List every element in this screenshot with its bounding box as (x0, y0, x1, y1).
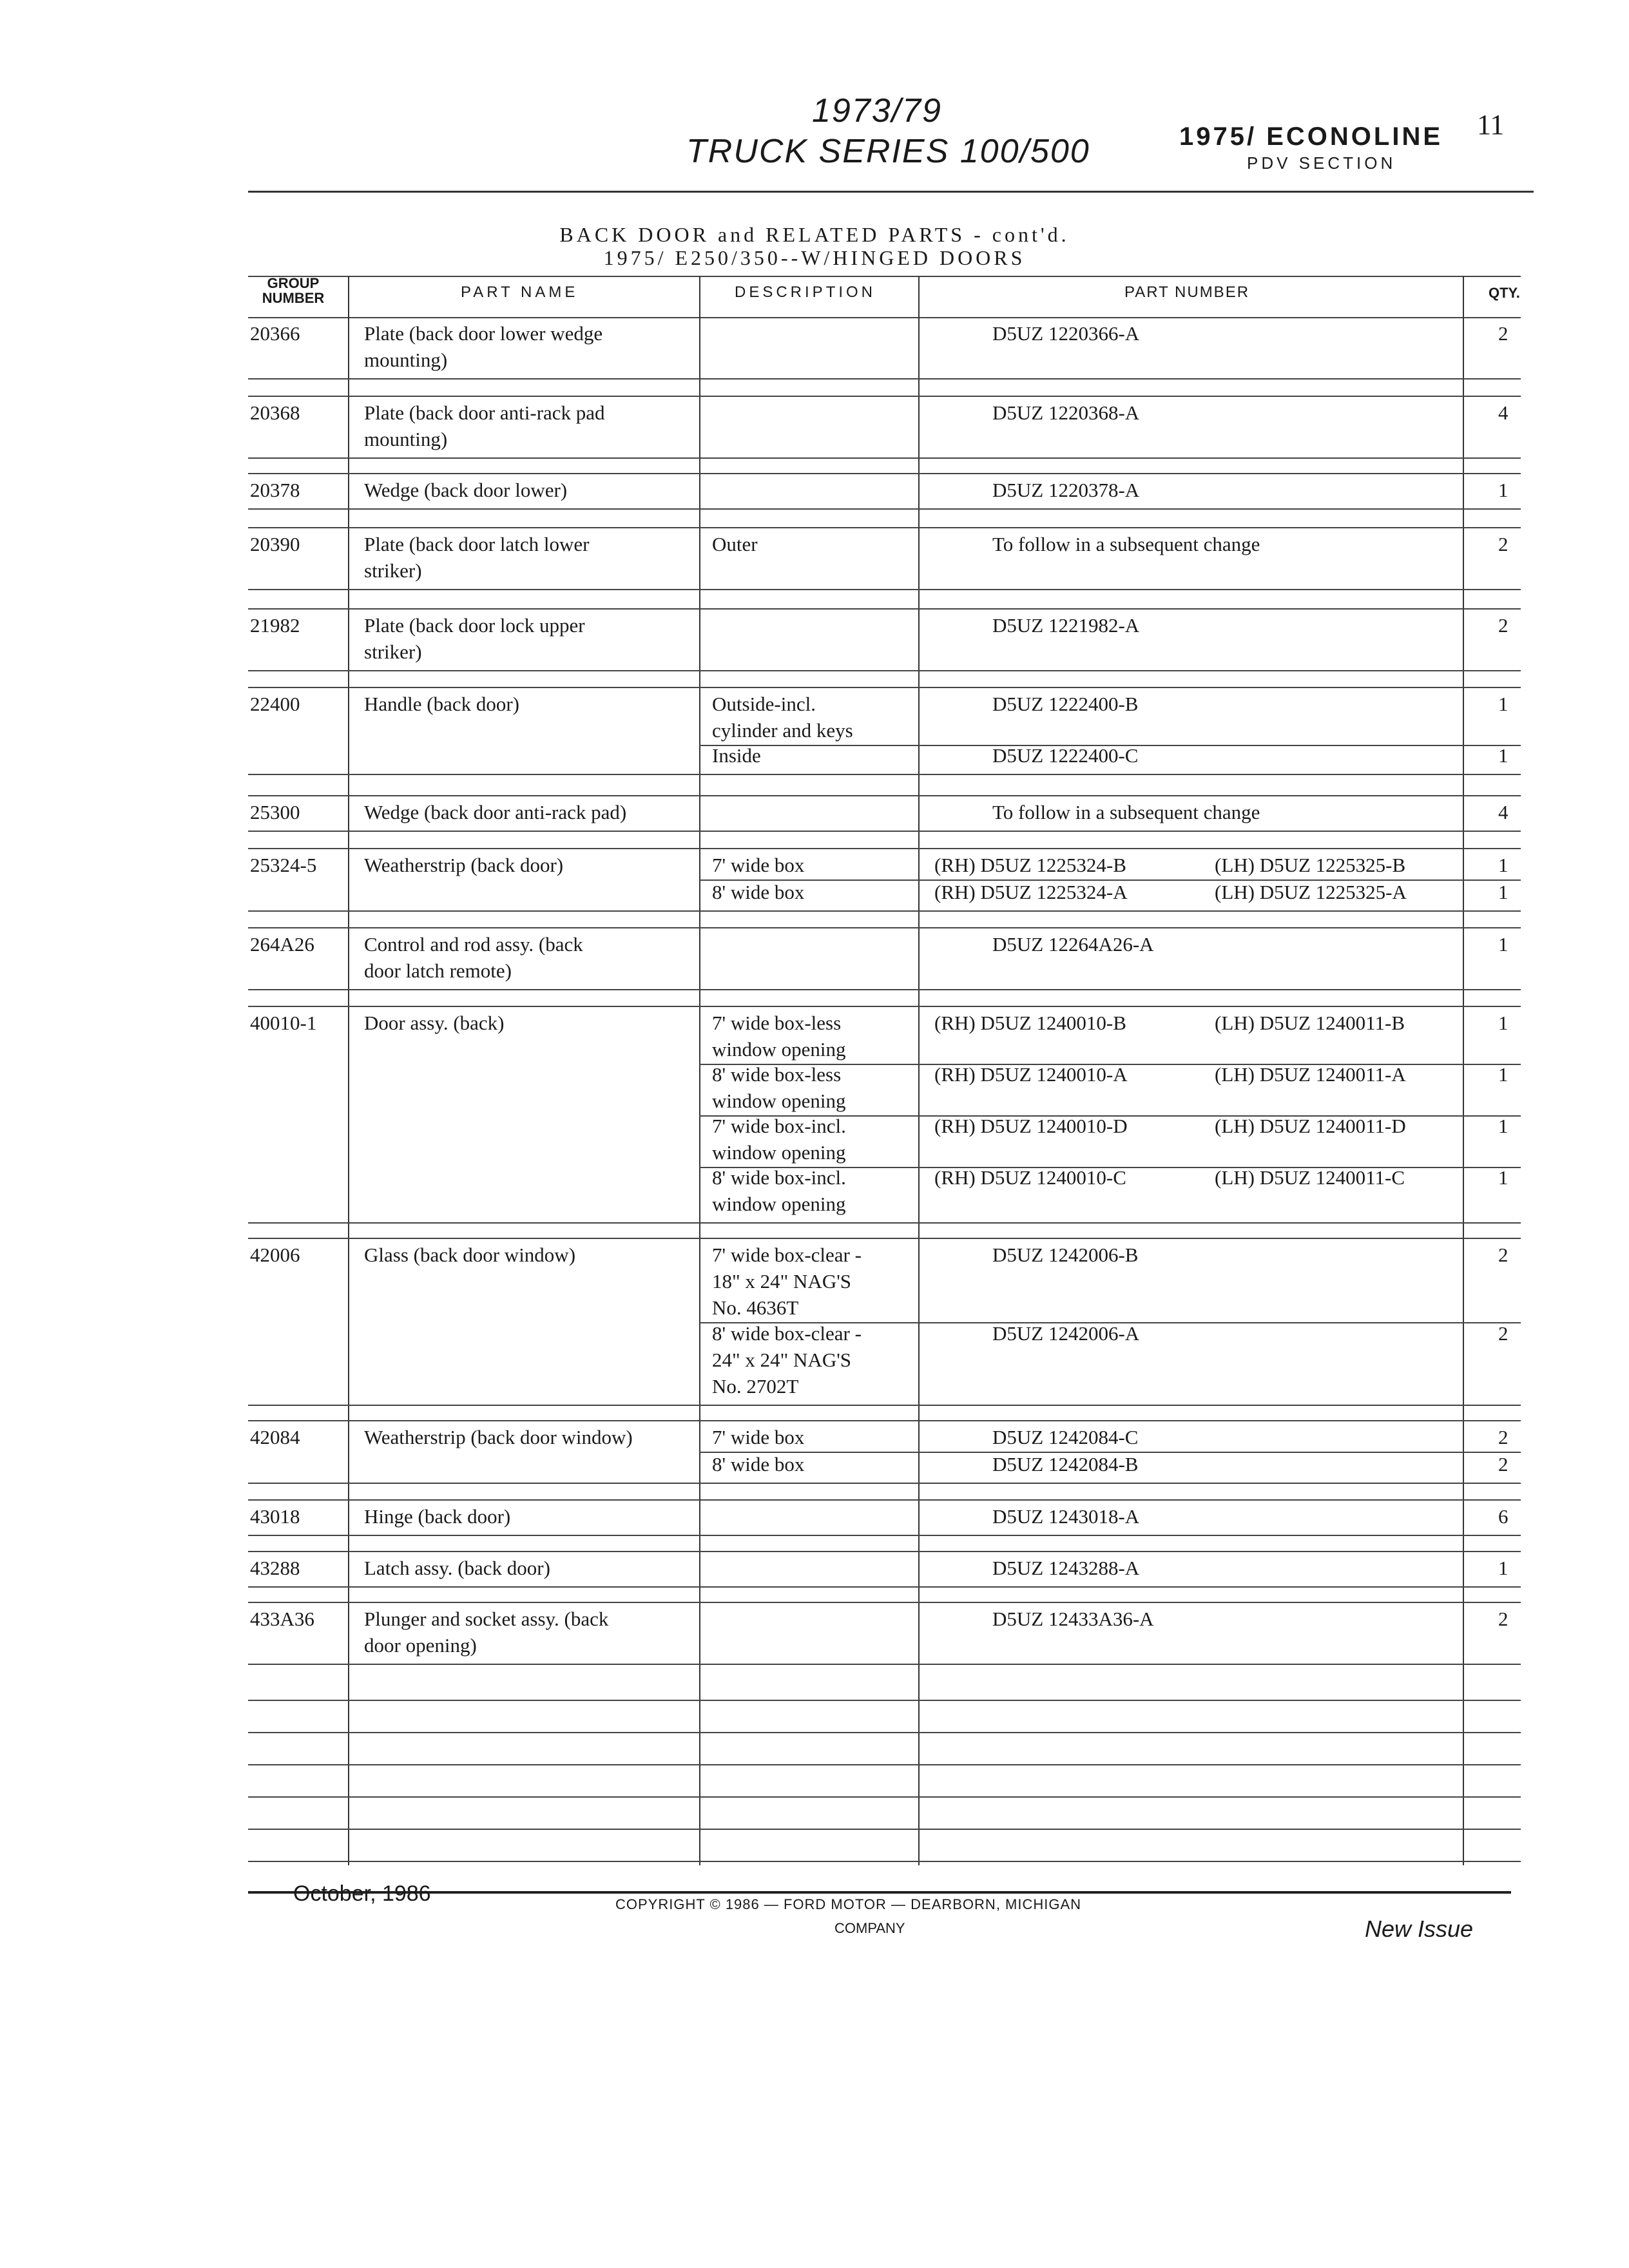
row-top-rule (248, 1602, 1521, 1603)
description: Inside (712, 744, 761, 767)
description: 7' wide box-incl. (712, 1115, 846, 1137)
part-name: Wedge (back door anti-rack pad) (364, 801, 627, 823)
quantity: 1 (1498, 1557, 1509, 1579)
blank-row-rule (248, 1829, 1521, 1830)
description: 8' wide box-incl. (712, 1166, 846, 1189)
row-top-rule (248, 795, 1521, 796)
row-top-rule (248, 1420, 1521, 1421)
column-divider (348, 276, 349, 1865)
column-header-qty: QTY. (1489, 285, 1520, 301)
part-number-rh: (RH) D5UZ 1225324-A (934, 881, 1128, 903)
group-number: 20378 (250, 479, 300, 501)
row-top-rule (248, 1238, 1521, 1239)
part-name: striker) (364, 640, 422, 663)
part-number-lh: (LH) D5UZ 1240011-A (1215, 1063, 1406, 1086)
part-name: Plate (back door anti-rack pad (364, 401, 605, 424)
group-number: 433A36 (250, 1608, 314, 1630)
group-number: 40010-1 (250, 1012, 317, 1034)
part-name: Plate (back door latch lower (364, 533, 590, 555)
part-number: D5UZ 1220366-A (992, 322, 1140, 345)
row-divider (248, 774, 1521, 775)
group-number: 25300 (250, 801, 300, 823)
quantity: 1 (1498, 1063, 1509, 1086)
row-divider (248, 1664, 1521, 1665)
part-number: D5UZ 12433A36-A (992, 1608, 1154, 1630)
description: window opening (712, 1090, 846, 1112)
part-name: mounting) (364, 349, 448, 371)
group-number: 20366 (250, 322, 300, 345)
description: 8' wide box-less (712, 1063, 842, 1086)
description: 7' wide box (712, 1426, 805, 1448)
quantity: 1 (1498, 933, 1509, 956)
part-number: D5UZ 1242084-B (992, 1453, 1139, 1475)
part-name: Plate (back door lock upper (364, 614, 585, 637)
part-number: D5UZ 1243288-A (992, 1557, 1140, 1579)
part-number: D5UZ 1222400-B (992, 693, 1139, 715)
row-top-rule (248, 608, 1521, 610)
part-name: Wedge (back door lower) (364, 479, 568, 501)
quantity: 4 (1498, 401, 1509, 424)
title-series: TRUCK SERIES 100/500 (686, 133, 1090, 170)
blank-row-rule (248, 1861, 1521, 1862)
page-number: 11 (1477, 109, 1505, 140)
part-number: To follow in a subsequent change (992, 533, 1260, 555)
part-name: Weatherstrip (back door window) (364, 1426, 633, 1448)
part-name: Glass (back door window) (364, 1244, 576, 1266)
row-divider (248, 1405, 1521, 1406)
group-number: 43018 (250, 1505, 300, 1528)
part-name: Plate (back door lower wedge (364, 322, 603, 345)
row-top-rule (248, 848, 1521, 849)
row-divider (248, 831, 1521, 832)
row-divider (248, 989, 1521, 990)
column-divider (918, 276, 920, 1865)
row-divider (248, 589, 1521, 590)
part-number: D5UZ 1243018-A (992, 1505, 1140, 1528)
row-divider (248, 910, 1521, 912)
row-top-rule (248, 1499, 1521, 1501)
part-number: D5UZ 12264A26-A (992, 933, 1154, 956)
description: 7' wide box-clear - (712, 1244, 862, 1266)
description: 7' wide box (712, 854, 805, 876)
description: No. 2702T (712, 1375, 799, 1398)
quantity: 1 (1498, 1012, 1509, 1034)
group-number: 42006 (250, 1244, 300, 1266)
quantity: 2 (1498, 1322, 1509, 1345)
row-top-rule (248, 1006, 1521, 1007)
quantity: 1 (1498, 744, 1509, 767)
part-number-lh: (LH) D5UZ 1225325-B (1215, 854, 1406, 876)
part-number: D5UZ 1242084-C (992, 1426, 1139, 1448)
part-name: door opening) (364, 1634, 477, 1657)
row-divider (248, 508, 1521, 510)
description: Outer (712, 533, 758, 555)
part-number: D5UZ 1242006-B (992, 1244, 1139, 1266)
column-divider (699, 276, 700, 1865)
part-name: mounting) (364, 428, 448, 450)
group-number: 264A26 (250, 933, 314, 956)
part-number-rh: (RH) D5UZ 1225324-B (934, 854, 1126, 876)
part-name: Plunger and socket assy. (back (364, 1608, 609, 1630)
blank-row-rule (248, 1764, 1521, 1765)
column-header-part-number: PART NUMBER (1124, 284, 1250, 301)
description: 24" x 24" NAG'S (712, 1349, 852, 1371)
part-number: D5UZ 1220378-A (992, 479, 1140, 501)
quantity: 1 (1498, 854, 1509, 876)
column-header-group: GROUP NUMBER (262, 275, 325, 306)
group-number: 21982 (250, 614, 300, 637)
footer-company: COMPANY (834, 1920, 905, 1936)
part-number: D5UZ 1220368-A (992, 401, 1140, 424)
row-top-rule (248, 927, 1521, 928)
quantity: 2 (1498, 1453, 1509, 1475)
quantity: 1 (1498, 693, 1509, 715)
description: 8' wide box (712, 1453, 805, 1475)
row-divider (248, 1222, 1521, 1224)
footer-rule (248, 1891, 1511, 1894)
description: 8' wide box-clear - (712, 1322, 862, 1345)
model-name: 1975/ ECONOLINE (1179, 122, 1443, 151)
part-number-lh: (LH) D5UZ 1240011-C (1215, 1166, 1405, 1189)
description: window opening (712, 1193, 846, 1215)
table-header-rule (248, 317, 1521, 318)
part-number-rh: (RH) D5UZ 1240010-D (934, 1115, 1128, 1137)
quantity: 6 (1498, 1505, 1509, 1528)
description: window opening (712, 1141, 846, 1164)
part-number: D5UZ 1221982-A (992, 614, 1140, 637)
footer-issue: New Issue (1365, 1916, 1474, 1942)
group-number: 42084 (250, 1426, 300, 1448)
quantity: 1 (1498, 1115, 1509, 1137)
quantity: 2 (1498, 1608, 1509, 1630)
part-number-rh: (RH) D5UZ 1240010-B (934, 1012, 1126, 1034)
quantity: 2 (1498, 322, 1509, 345)
row-divider (248, 457, 1521, 459)
footer-date: October, 1986 (293, 1881, 431, 1906)
part-name: Door assy. (back) (364, 1012, 505, 1034)
part-name: striker) (364, 559, 422, 582)
quantity: 2 (1498, 1426, 1509, 1448)
section-title: BACK DOOR and RELATED PARTS - cont'd. (559, 223, 1070, 246)
group-number: 25324-5 (250, 854, 317, 876)
section-subtitle: 1975/ E250/350--W/HINGED DOORS (603, 246, 1026, 269)
part-number-lh: (LH) D5UZ 1240011-D (1215, 1115, 1406, 1137)
group-number: 20390 (250, 533, 300, 555)
blank-row-rule (248, 1796, 1521, 1798)
part-number-lh: (LH) D5UZ 1240011-B (1215, 1012, 1405, 1034)
row-divider (248, 1483, 1521, 1484)
table-top-rule (248, 276, 1521, 277)
part-name: Handle (back door) (364, 693, 520, 715)
group-number: 43288 (250, 1557, 300, 1579)
row-top-rule (248, 1551, 1521, 1552)
quantity: 1 (1498, 881, 1509, 903)
part-name: Hinge (back door) (364, 1505, 511, 1528)
group-number: 22400 (250, 693, 300, 715)
quantity: 2 (1498, 1244, 1509, 1266)
column-header-part-name: PART NAME (461, 284, 579, 301)
part-number-rh: (RH) D5UZ 1240010-A (934, 1063, 1128, 1086)
quantity: 1 (1498, 1166, 1509, 1189)
part-number: D5UZ 1242006-A (992, 1322, 1140, 1345)
blank-row-rule (248, 1732, 1521, 1733)
section-label: PDV SECTION (1247, 153, 1396, 173)
row-top-rule (248, 527, 1521, 528)
quantity: 2 (1498, 614, 1509, 637)
description: window opening (712, 1038, 846, 1061)
description: 8' wide box (712, 881, 805, 903)
column-divider (1463, 276, 1464, 1865)
description: 18" x 24" NAG'S (712, 1270, 852, 1293)
part-name: Weatherstrip (back door) (364, 854, 564, 876)
row-divider (248, 1586, 1521, 1588)
row-top-rule (248, 473, 1521, 474)
part-number-rh: (RH) D5UZ 1240010-C (934, 1166, 1126, 1189)
footer-copyright: COPYRIGHT © 1986 — FORD MOTOR — DEARBORN, MICHIGAN (615, 1896, 1082, 1912)
part-name: Control and rod assy. (back (364, 933, 583, 956)
quantity: 4 (1498, 801, 1509, 823)
part-number: D5UZ 1222400-C (992, 744, 1139, 767)
row-top-rule (248, 687, 1521, 688)
description: 7' wide box-less (712, 1012, 842, 1034)
group-number: 20368 (250, 401, 300, 424)
row-divider (248, 670, 1521, 671)
title-years: 1973/79 (812, 92, 942, 130)
part-name: door latch remote) (364, 959, 512, 982)
description: Outside-incl. (712, 693, 816, 715)
row-divider (248, 1535, 1521, 1536)
row-divider (248, 378, 1521, 380)
description: cylinder and keys (712, 719, 853, 742)
part-number: To follow in a subsequent change (992, 801, 1260, 823)
part-name: Latch assy. (back door) (364, 1557, 550, 1579)
blank-row-rule (248, 1700, 1521, 1701)
column-header-description: DESCRIPTION (735, 284, 876, 301)
quantity: 1 (1498, 479, 1509, 501)
description: No. 4636T (712, 1296, 799, 1319)
row-top-rule (248, 396, 1521, 397)
part-number-lh: (LH) D5UZ 1225325-A (1215, 881, 1407, 903)
quantity: 2 (1498, 533, 1509, 555)
